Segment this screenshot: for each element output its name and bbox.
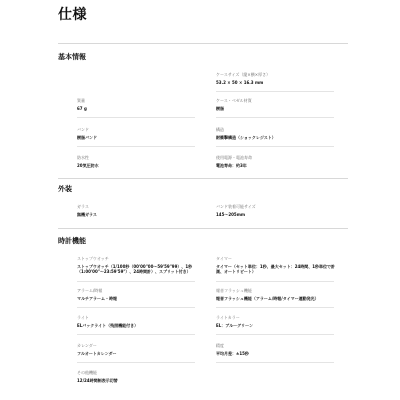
spec-value: 報音フラッシュ機能（アラーム/時報/タイマー連動発光） [216, 296, 319, 301]
spec-flash-alert [216, 288, 334, 301]
item-divider [216, 146, 334, 147]
spec-label: ライトカラー [216, 315, 240, 320]
section-heading-basic: 基本情報 [58, 53, 86, 61]
spec-label: 使用電源・電池寿命 [216, 155, 252, 160]
spec-label: 報音フラッシュ機能 [216, 288, 252, 293]
spec-light [77, 315, 195, 328]
spec-value: 樹脂バンド [77, 135, 97, 140]
spec-alarm [77, 288, 195, 301]
spec-water-resistance [77, 155, 195, 168]
spec-value: 樹脂 [216, 106, 224, 111]
item-divider [216, 91, 334, 92]
section-heading-exterior: 外装 [58, 185, 72, 193]
spec-value: タイマー（セット単位：1秒、最大セット：24時間、1秒単位で計測、オートリピート） [216, 264, 336, 274]
item-divider [77, 117, 195, 118]
spec-case-size [216, 72, 334, 85]
spec-value: 20気圧防水 [77, 163, 99, 168]
spec-value: 耐衝撃構造（ショックレジスト） [216, 135, 276, 140]
spec-timer [216, 256, 334, 274]
spec-label: ガラス [77, 204, 89, 209]
spec-label: 構造 [216, 127, 224, 132]
spec-value: 145〜205mm [216, 212, 246, 217]
spec-value: ELバックライト（残照機能付き） [77, 323, 139, 328]
spec-calendar [77, 343, 195, 356]
spec-label: バンド装着可能サイズ [216, 204, 256, 209]
spec-value: ストップウオッチ（1/100秒（00'00"00〜59'59"99）、1秒（1:00'00"〜23:59'59"）、24時間計）、スプリット付き） [77, 264, 193, 274]
item-divider [216, 307, 334, 308]
spec-label: タイマー [216, 256, 232, 261]
spec-accuracy [216, 343, 334, 356]
spec-structure [216, 127, 334, 140]
item-divider [216, 334, 334, 335]
spec-label: アラーム/時報 [77, 288, 103, 293]
page-title: 仕様 [58, 7, 87, 23]
item-divider [77, 146, 195, 147]
spec-value: 53.2 × 50 × 16.3 mm [216, 80, 264, 85]
spec-label: ケースサイズ（縦×横×厚さ） [216, 72, 271, 77]
section-rule [58, 43, 348, 44]
spec-band-fit-size [216, 204, 334, 217]
spec-label: 質量 [77, 98, 85, 103]
spec-case-material [216, 98, 334, 111]
spec-label: ストップウオッチ [77, 256, 109, 261]
spec-stopwatch [77, 256, 195, 274]
spec-value: フルオートカレンダー [77, 351, 117, 356]
spec-value: EL：ブルーグリーン [216, 323, 254, 328]
spec-label: ライト [77, 315, 89, 320]
item-divider [216, 117, 334, 118]
spec-other-functions [77, 370, 195, 383]
spec-value: 67 g [77, 106, 87, 111]
spec-light-color [216, 315, 334, 328]
item-divider [77, 362, 195, 363]
item-divider [216, 362, 334, 363]
spec-label: 防水性 [77, 155, 89, 160]
section-heading-functions: 時計機能 [58, 237, 86, 245]
spec-value: 平均月差：±15秒 [216, 351, 249, 356]
spec-weight [77, 98, 195, 111]
spec-label: 精度 [216, 343, 224, 348]
spec-label: カレンダー [77, 343, 97, 348]
section-rule [58, 228, 348, 229]
item-divider [77, 334, 195, 335]
spec-value: 電池寿命：約3年 [216, 163, 247, 168]
spec-glass [77, 204, 195, 217]
spec-label: バンド [77, 127, 89, 132]
spec-value: 12/24時間制表示切替 [77, 378, 118, 383]
item-divider [77, 307, 195, 308]
spec-value: マルチアラーム・時報 [77, 296, 117, 301]
spec-label: その他機能 [77, 370, 97, 375]
spec-battery [216, 155, 334, 168]
section-rule [58, 178, 348, 179]
item-divider [77, 281, 195, 282]
spec-value: 無機ガラス [77, 212, 97, 217]
spec-label: ケース・ベゼル材質 [216, 98, 252, 103]
item-divider [216, 281, 334, 282]
spec-band [77, 127, 195, 140]
